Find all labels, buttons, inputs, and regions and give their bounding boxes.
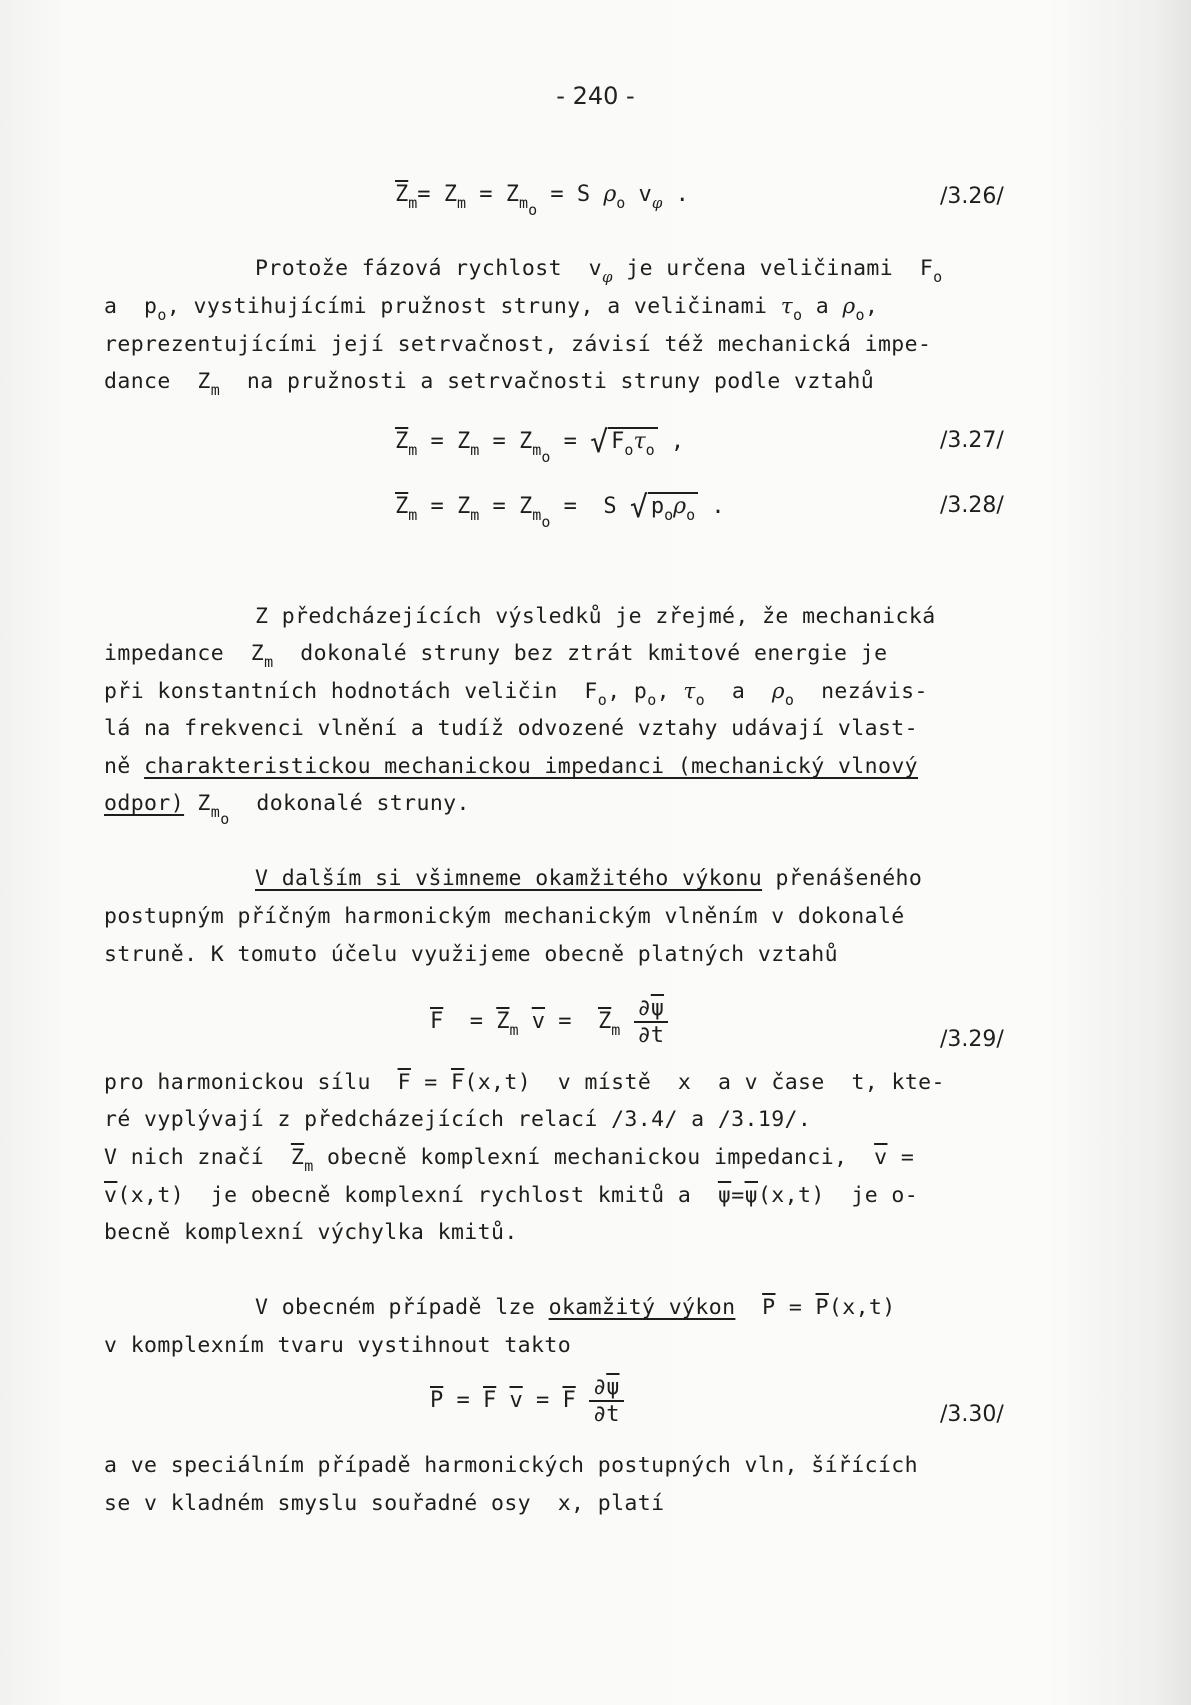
equation-3-30: $\overline{P} = \overline{F}$ $\overline{v} = \overline{F}$ $\frac{\partial\overline{\psi}}{\partial t}$ — [430, 1375, 624, 1427]
para3-line3: struně. K tomuto účelu využijeme obecně platných vztahů — [104, 942, 838, 967]
para4-line2: ré vyplývají z předcházejících relací /3.4/ a /3.19/. — [104, 1107, 812, 1132]
para3-line2: postupným příčným harmonickým mechanickým vlněním v dokonalé — [104, 904, 905, 929]
para3-line1: V dalším si všimneme okamžitého výkonu přenášeného — [255, 866, 923, 891]
equation-3-27: $\overline{Z}_m = Z_m = Z_{m_o}$ = √ $F_o\tau_o$ , — [395, 425, 685, 466]
para2-line2: impedance $Z_m$ dokonalé struny bez ztrát kmitové energie je — [104, 641, 888, 671]
equation-number-3-27: /3.27/ — [940, 428, 1004, 453]
para1-line3: reprezentujícími její setrvačnost, závisí též mechanická impe- — [104, 332, 932, 357]
underlined-term: charakteristickou mechanickou impedanci (mechanický vlnový — [144, 754, 919, 779]
para6-line1: a ve speciálním případě harmonických postupných vln, šířících — [104, 1453, 918, 1478]
equation-3-28: $\overline{Z}_m = Z_m = Z_{m_o} = S$ √ $p_o\rho_o$ . — [395, 490, 725, 531]
para1-line2: a $p_o$, vystihujícími pružnost struny, a veličinami $\tau_o$ a $\rho_o$, — [104, 294, 879, 324]
para1-line4: dance $Z_m$ na pružnosti a setrvačnosti struny podle vztahů — [104, 369, 875, 399]
para5-line1: V obecném případě lze okamžitý výkon $\overline{P} = \overline{P}(x,t)$ — [255, 1295, 896, 1320]
equation-number-3-29: /3.29/ — [940, 1027, 1004, 1052]
para2-line3: při konstantních hodnotách veličin $F_o$, $p_o$, $\tau_o$ a $\rho_o$ nezávis- — [104, 679, 928, 709]
para4-line4: $\overline{v}(x,t)$ je obecně komplexní rychlost kmitů a $\overline{\psi}=\overline{\psi}(x,t)$ je o- — [104, 1183, 919, 1208]
equation-number-3-30: /3.30/ — [940, 1402, 1004, 1427]
para2-line6: odpor) $Z_{m_o}$ dokonalé struny. — [104, 791, 470, 828]
para2-line4: lá na frekvenci vlnění a tudíž odvozené vztahy udávají vlast- — [104, 716, 918, 741]
para4-line1: pro harmonickou sílu $\overline{F} = \overline{F}(x,t)$ v místě x a v čase t, kte- — [104, 1070, 945, 1095]
page-number: - 240 - — [556, 82, 635, 110]
equation-number-3-28: /3.28/ — [940, 493, 1004, 518]
para1-line1: Protože fázová rychlost $v_\varphi$ je určena veličinami $F_o$ — [255, 256, 943, 286]
para2-line1: Z předcházejících výsledků je zřejmé, že mechanická — [255, 604, 936, 629]
equation-3-26: $\overline{Z}_m= Z_m = Z_{m_o} = S$ $\rho_o$ $v_\varphi$ . — [395, 182, 689, 219]
equation-number-3-26: /3.26/ — [940, 184, 1004, 209]
equation-3-29: $\overline{F} = \overline{Z}_m$ $\overline{v} = \overline{Z}_m$ $\frac{\partial\overline{\psi}}{\partial t}$ — [430, 996, 668, 1048]
para6-line2: se v kladném smyslu souřadné osy x, platí — [104, 1491, 665, 1516]
para4-line3: V nich značí $\overline{Z}_m$ obecně komplexní mechanickou impedanci, $\overline{v}$ = — [104, 1145, 915, 1175]
para4-line5: becně komplexní výchylka kmitů. — [104, 1220, 518, 1245]
para2-line5: ně charakteristickou mechanickou impedanci (mechanický vlnový — [104, 754, 919, 779]
para5-line2: v komplexním tvaru vystihnout takto — [104, 1333, 572, 1358]
